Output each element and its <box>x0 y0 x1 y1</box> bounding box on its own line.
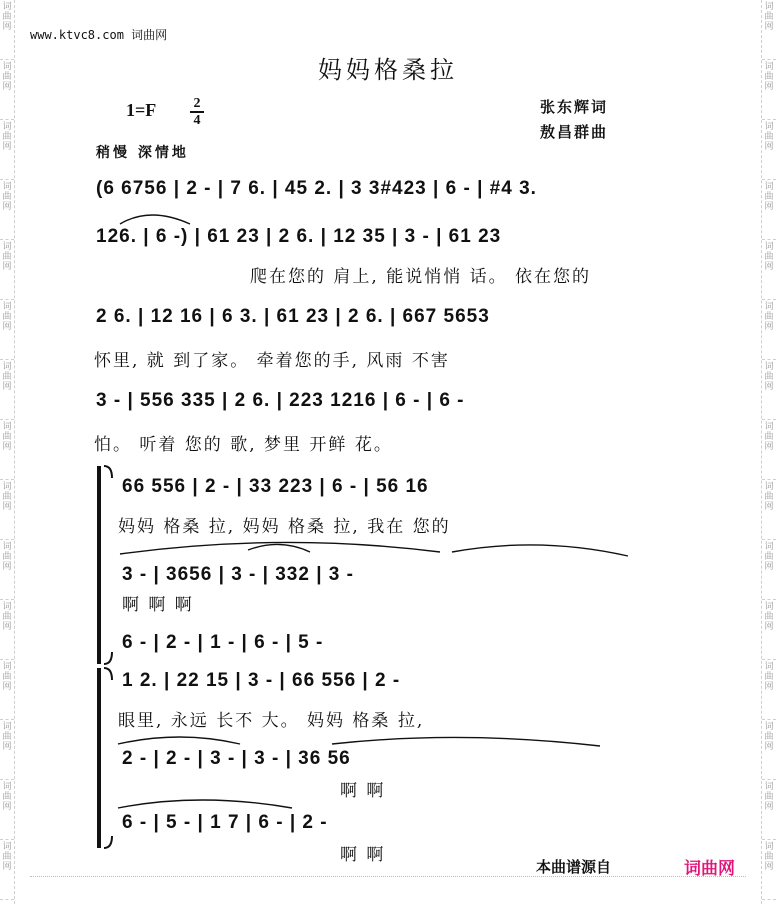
side-watermark-text: 词 曲 网 <box>762 240 776 300</box>
notation-row-10: 6 - | 5 - | 1 7 | 6 - | 2 - <box>122 812 328 833</box>
side-watermark-text: 词 曲 网 <box>762 120 776 180</box>
notation-row-7: 6 - | 2 - | 1 - | 6 - | 5 - <box>122 632 324 653</box>
side-watermark-text: 词 曲 网 <box>762 840 776 900</box>
side-watermark-text: 词 曲 网 <box>762 180 776 240</box>
side-watermark-text: 词 曲 网 <box>0 420 14 480</box>
footer-brand[interactable]: 词曲网 <box>684 859 735 879</box>
notation-row-8: 1 2. | 22 15 | 3 - | 66 556 | 2 - <box>122 670 401 691</box>
lyric-row-1: 爬在您的 肩上, 能说悄悄 话。 依在您的 <box>250 267 592 287</box>
lyric-row-5: 啊 啊 啊 <box>122 595 194 615</box>
side-watermark-text: 词 曲 网 <box>762 720 776 780</box>
lyric-row-8: 啊 啊 <box>340 845 386 865</box>
lyric-row-2: 怀里, 就 到了家。 牵着您的手, 风雨 不害 <box>94 351 450 371</box>
side-watermark-text: 词 曲 网 <box>0 0 14 60</box>
side-watermark-text: 词 曲 网 <box>762 540 776 600</box>
lyric-row-4: 妈妈 格桑 拉, 妈妈 格桑 拉, 我在 您的 <box>118 517 451 537</box>
side-watermark-text: 词 曲 网 <box>0 60 14 120</box>
side-watermark-text: 词 曲 网 <box>0 300 14 360</box>
side-watermark-text: 词 曲 网 <box>0 120 14 180</box>
notation-row-5: 66 556 | 2 - | 33 223 | 6 - | 56 16 <box>122 476 429 497</box>
side-watermark-text: 词 曲 网 <box>0 660 14 720</box>
side-watermark-text: 词 曲 网 <box>0 600 14 660</box>
side-watermark-text: 词 曲 网 <box>0 180 14 240</box>
lyric-row-6: 眼里, 永远 长不 大。 妈妈 格桑 拉, <box>118 711 425 731</box>
side-watermark-text: 词 曲 网 <box>762 0 776 60</box>
side-watermark-text: 词 曲 网 <box>0 840 14 900</box>
notation-row-9: 2 - | 2 - | 3 - | 3 - | 36 56 <box>122 748 351 769</box>
meter-top: 2 <box>193 96 201 111</box>
notation-row-1: (6 6756 | 2 - | 7 6. | 45 2. | 3 3#423 | 6 - | #4 3. <box>96 178 537 199</box>
side-watermark-text: 词 曲 网 <box>762 360 776 420</box>
side-watermark-text: 词 曲 网 <box>762 480 776 540</box>
key-signature: 1=F <box>126 100 157 120</box>
side-watermark-text: 词 曲 网 <box>0 240 14 300</box>
side-watermark-text: 词 曲 网 <box>762 420 776 480</box>
notation-row-2: 126. | 6 -) | 61 23 | 2 6. | 12 35 | 3 - | 61 23 <box>96 226 502 247</box>
tempo-marking: 稍慢 深情地 <box>96 145 189 161</box>
composer-credit: 敖昌群曲 <box>540 123 609 141</box>
side-watermark-text: 词 曲 网 <box>762 60 776 120</box>
notation-row-3: 2 6. | 12 16 | 6 3. | 61 23 | 2 6. | 667 5653 <box>96 306 490 327</box>
side-watermark-text: 词 曲 网 <box>0 540 14 600</box>
site-watermark: www.ktvc8.com 词曲网 <box>30 28 168 42</box>
song-title: 妈妈格桑拉 <box>318 56 458 84</box>
lyric-row-7: 啊 啊 <box>340 781 386 801</box>
system-bracket-1 <box>99 466 112 664</box>
lyric-row-3: 怕。 听着 您的 歌, 梦里 开鲜 花。 <box>94 435 393 455</box>
side-watermark-text: 词 曲 网 <box>762 300 776 360</box>
system-bracket-2 <box>99 668 112 848</box>
tie-arcs <box>118 215 628 808</box>
side-watermark-text: 词 曲 网 <box>762 660 776 720</box>
footer-rule <box>30 876 746 877</box>
footer-source-label: 本曲谱源自 <box>536 858 612 876</box>
notation-row-6: 3 - | 3656 | 3 - | 332 | 3 - <box>122 564 354 585</box>
lyricist-credit: 张东辉词 <box>540 98 609 116</box>
side-watermark-text: 词 曲 网 <box>0 720 14 780</box>
side-watermark-text: 词 曲 网 <box>0 480 14 540</box>
meter-bottom: 4 <box>193 113 201 128</box>
side-watermark-text: 词 曲 网 <box>0 780 14 840</box>
side-watermark-text: 词 曲 网 <box>0 360 14 420</box>
side-watermark-text: 词 曲 网 <box>762 600 776 660</box>
side-watermark-text: 词 曲 网 <box>762 780 776 840</box>
notation-row-4: 3 - | 556 335 | 2 6. | 223 1216 | 6 - | 6 - <box>96 390 465 411</box>
